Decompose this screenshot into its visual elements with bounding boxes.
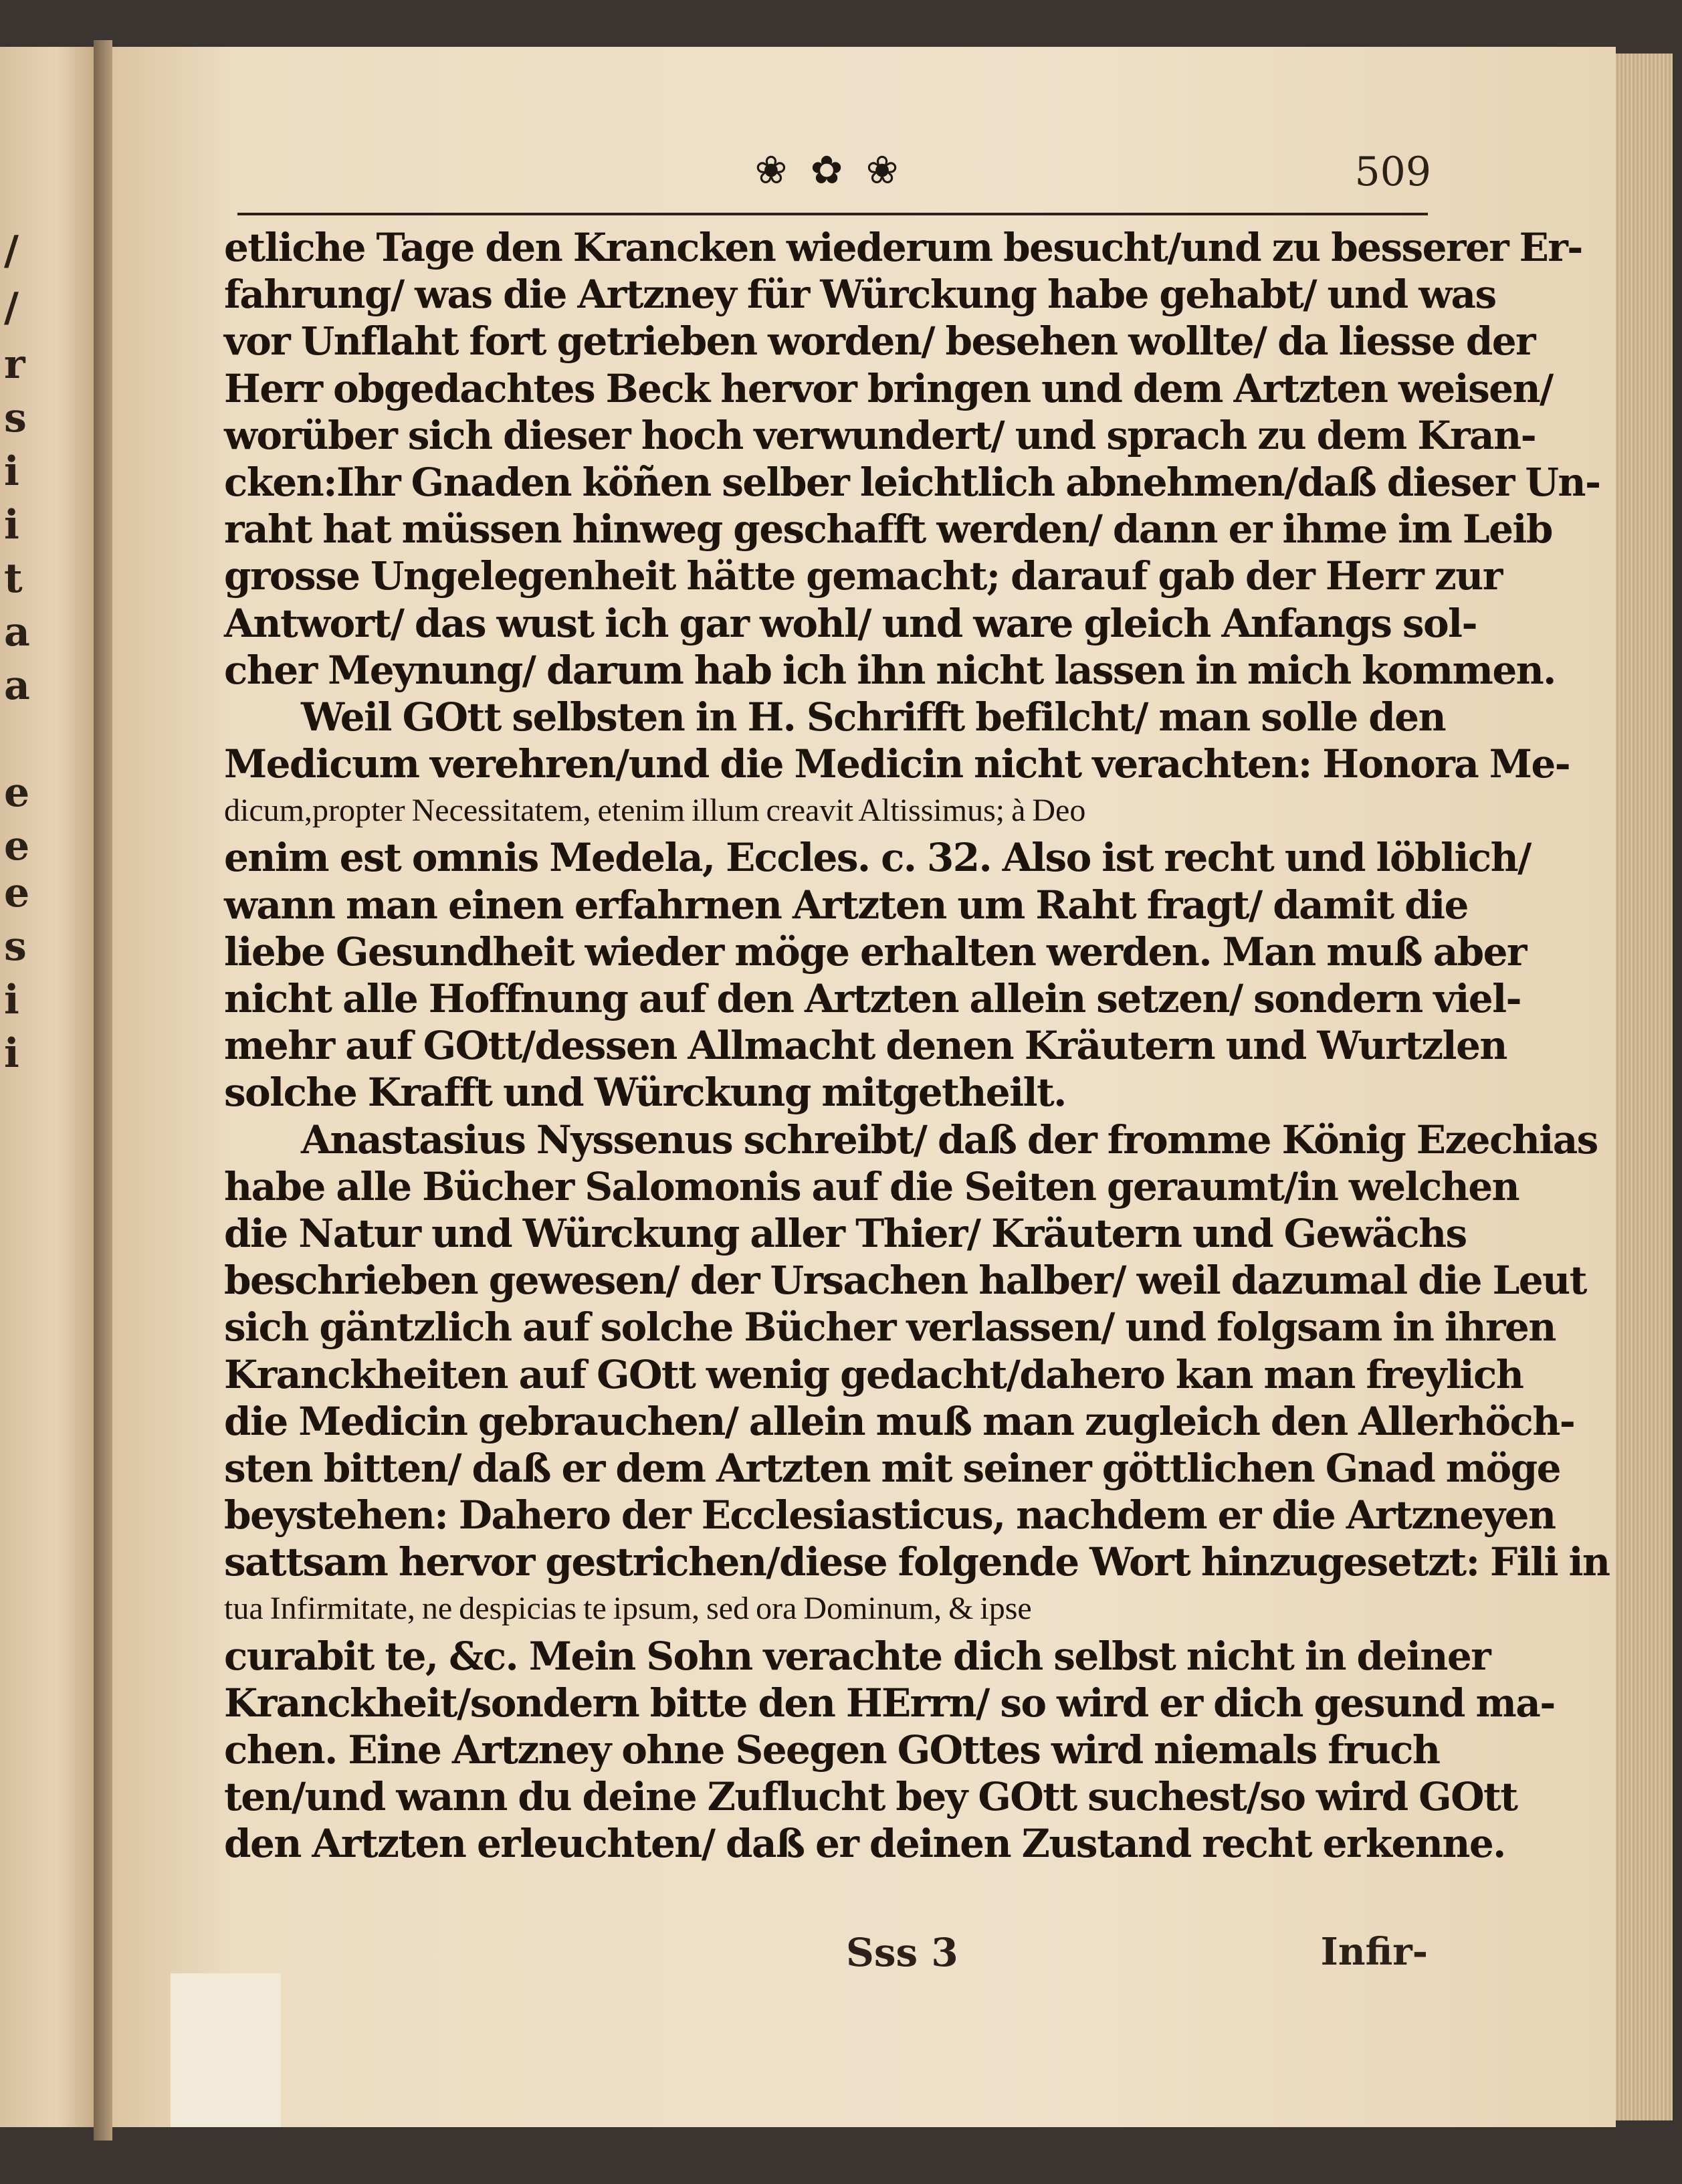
text-line: den Artzten erleuchten/ daß er deinen Zustand recht erkenne. xyxy=(224,1821,1505,1867)
book-gutter xyxy=(94,40,112,2141)
left-margin-mark: i xyxy=(4,502,19,549)
text-line: Antwort/ das wust ich gar wohl/ und ware gleich Anfangs sol- xyxy=(224,600,1477,646)
left-margin-mark: e xyxy=(4,823,30,870)
text-line: habe alle Bücher Salomonis auf die Seiten geraumt/in welchen xyxy=(224,1163,1519,1209)
text-line-latin: tua Infirmitate, ne despicias te ipsum, sed ora Dominum, & ipse xyxy=(224,1591,1032,1627)
left-margin-mark: i xyxy=(4,1030,19,1077)
page-header xyxy=(120,140,1431,201)
text-line: Medicum verehren/und die Medicin nicht verachten: Honora Me- xyxy=(224,741,1570,787)
text-line: sten bitten/ daß er dem Artzten mit seiner göttlichen Gnad möge xyxy=(224,1445,1560,1491)
left-margin-mark: s xyxy=(4,395,27,441)
text-line: ten/und wann du deine Zuflucht bey GOtt suchest/so wird GOtt xyxy=(224,1774,1517,1820)
text-line: solche Krafft und Würckung mitgetheilt. xyxy=(224,1070,1066,1116)
left-margin-mark: / xyxy=(4,284,19,331)
text-line-latin: dicum,propter Necessitatem, etenim illum creavit Altissimus; à Deo xyxy=(224,793,1086,829)
text-line: chen. Eine Artzney ohne Seegen GOttes wird niemals fruch xyxy=(224,1727,1440,1773)
text-line: Kranckheit/sondern bitte den HErrn/ so wird er dich gesund ma- xyxy=(224,1680,1555,1726)
left-margin-mark: i xyxy=(4,977,19,1023)
text-line: worüber sich dieser hoch verwundert/ und sprach zu dem Kran- xyxy=(224,412,1536,458)
text-line: die Medicin gebrauchen/ allein muß man zugleich den Allerhöch- xyxy=(224,1398,1575,1444)
text-line: etliche Tage den Krancken wiederum besucht/und zu besserer Er- xyxy=(224,225,1582,270)
page-footer xyxy=(224,1930,1428,1983)
left-margin-mark: s xyxy=(4,923,27,970)
text-line: curabit te, &c. Mein Sohn verachte dich selbst nicht in deiner xyxy=(224,1633,1491,1679)
text-line: die Natur und Würckung aller Thier/ Kräutern und Gewächs xyxy=(224,1210,1467,1256)
catchword: Infir- xyxy=(1320,1930,1428,1974)
page-edges xyxy=(1616,54,1673,2120)
text-line: wann man einen erfahrnen Artzten um Raht fragt/ damit die xyxy=(224,882,1468,928)
left-margin-mark: a xyxy=(4,609,30,656)
left-margin-mark: a xyxy=(4,662,30,709)
left-margin-mark: e xyxy=(4,870,30,916)
text-line: Kranckheiten auf GOtt wenig gedacht/dahero kan man freylich xyxy=(224,1351,1523,1397)
left-margin-mark: t xyxy=(4,555,23,602)
header-rule xyxy=(237,213,1428,215)
text-line: sattsam hervor gestrichen/diese folgende Wort hinzugesetzt: Fili in xyxy=(224,1539,1610,1585)
text-line: sich gäntzlich auf solche Bücher verlassen/ und folgsam in ihren xyxy=(224,1304,1556,1351)
left-margin-mark: r xyxy=(4,341,25,388)
text-line: nicht alle Hoffnung auf den Artzten allein setzen/ sondern viel- xyxy=(224,976,1521,1021)
text-line: cken:Ihr Gnaden köñen selber leichtlich abnehmen/daß dieser Un- xyxy=(224,459,1600,505)
signature-mark: Sss 3 xyxy=(846,1930,958,1975)
text-line: Anastasius Nyssenus schreibt/ daß der fromme König Ezechias xyxy=(301,1116,1598,1163)
left-margin-mark: / xyxy=(4,227,19,274)
text-line: beschrieben gewesen/ der Ursachen halber/ weil dazumal die Leut xyxy=(224,1258,1586,1304)
text-line: grosse Ungelegenheit hätte gemacht; darauf gab der Herr zur xyxy=(224,553,1502,599)
left-page xyxy=(0,47,94,2127)
left-margin-marks xyxy=(0,47,94,2127)
paper-slip xyxy=(171,1973,281,2127)
text-line: mehr auf GOtt/dessen Allmacht denen Kräutern und Wurtzlen xyxy=(224,1023,1507,1069)
page-number: 509 xyxy=(1354,148,1431,195)
text-line: fahrung/ was die Artzney für Würckung habe gehabt/ und was xyxy=(224,272,1496,318)
left-margin-mark: i xyxy=(4,448,19,495)
text-line: vor Unflaht fort getrieben worden/ besehen wollte/ da liesse der xyxy=(224,318,1536,365)
text-line: raht hat müssen hinweg geschafft werden/ dann er ihme im Leib xyxy=(224,506,1552,553)
text-line: cher Meynung/ darum hab ich ihn nicht lassen in mich kommen. xyxy=(224,647,1556,693)
text-line: Weil GOtt selbsten in H. Schrifft befilcht/ man solle den xyxy=(301,694,1446,740)
text-line: beystehen: Dahero der Ecclesiasticus, nachdem er die Artzneyen xyxy=(224,1492,1556,1538)
text-line: liebe Gesundheit wieder möge erhalten werden. Man muß aber xyxy=(224,928,1526,975)
header-ornament: ❀ ✿ ❀ xyxy=(754,147,904,193)
text-line: enim est omnis Medela, Eccles. c. 32. Also ist recht und löblich/ xyxy=(224,835,1531,881)
body-text xyxy=(224,224,1610,1868)
text-line: Herr obgedachtes Beck hervor bringen und dem Artzten weisen/ xyxy=(224,365,1553,411)
left-margin-mark: e xyxy=(4,769,30,816)
